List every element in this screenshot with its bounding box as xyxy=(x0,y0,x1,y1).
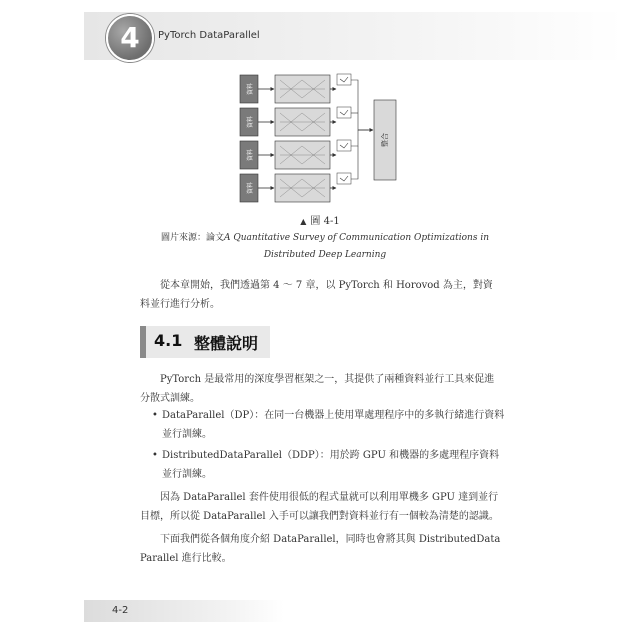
figure-source xyxy=(145,230,505,264)
list-item xyxy=(152,406,506,444)
page-number: 4-2 xyxy=(112,605,129,616)
bullet-icon: • xyxy=(152,410,158,421)
source-title: A Quantitative Survey of Communication Optimizations in Distributed Deep Learning xyxy=(224,233,490,260)
diagram-row xyxy=(240,74,351,103)
paragraph: 下面我們從各個角度介紹 DataParallel，同時也會將其與 DistributedData Parallel 進行比較。 xyxy=(140,534,501,564)
gradient-box xyxy=(337,173,351,184)
caption-marker-icon: ▲ xyxy=(300,217,307,226)
diagram-row xyxy=(240,140,351,169)
gradient-box xyxy=(337,107,351,118)
section-title: 整體說明 xyxy=(194,334,259,353)
data-input-label: 資料 xyxy=(247,181,254,195)
data-input-label: 資料 xyxy=(247,82,254,96)
data-parallel-diagram xyxy=(230,70,410,210)
bullet-icon: • xyxy=(152,450,158,461)
merge-connectors xyxy=(351,80,368,179)
diagram-row xyxy=(240,173,351,202)
bullet-text: DistributedDataParallel（DDP）：用於跨 GPU 和機器的多處理程序資料並行訓練。 xyxy=(162,450,500,480)
caption-text: 圖 4-1 xyxy=(310,216,340,227)
section-paragraph: PyTorch 是最常用的深度學習框架之一，其提供了兩種資料並行工具來促進分散式訓練。 xyxy=(140,374,495,404)
merge-label: 整合 xyxy=(381,133,389,147)
diagram-row xyxy=(240,107,351,136)
bullet-text: DataParallel（DP）：在同一台機器上使用單處理程序中的多執行緒進行資料並行訓練。 xyxy=(162,410,505,440)
figure-caption xyxy=(0,212,640,227)
chapter-title: PyTorch DataParallel xyxy=(158,30,260,41)
data-input-label: 資料 xyxy=(247,115,254,129)
section-heading xyxy=(140,326,270,358)
gradient-box xyxy=(337,140,351,151)
section-number: 4.1 xyxy=(154,331,183,350)
data-input-label: 資料 xyxy=(247,148,254,162)
gradient-box xyxy=(337,74,351,85)
source-prefix: 圖片來源：論文 xyxy=(160,233,224,243)
paragraph: 因為 DataParallel 套件使用很低的程式量就可以利用單機多 GPU 達到並行目標，所以從 DataParallel 入手可以讓我們對資料並行有一個較為清楚的認識。 xyxy=(140,492,499,522)
chapter-number-badge: 4 xyxy=(106,14,154,62)
list-item xyxy=(152,446,506,484)
intro-paragraph: 從本章開始，我們透過第 4 ～ 7 章，以 PyTorch 和 Horovod 為主，對資料並行進行分析。 xyxy=(140,280,493,310)
